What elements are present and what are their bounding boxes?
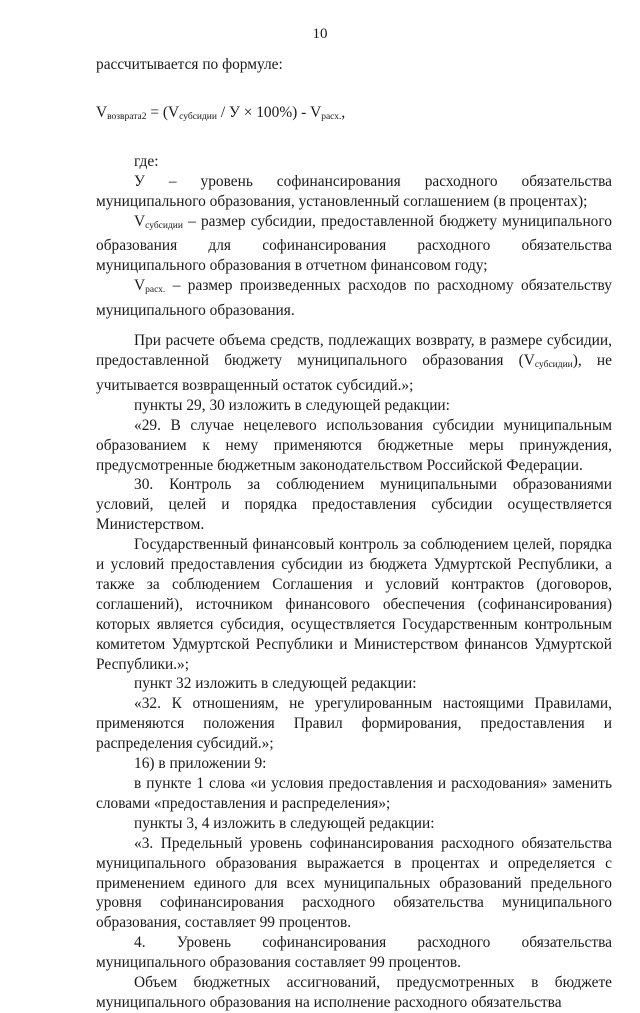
calc-note-sub: субсидии xyxy=(534,359,573,370)
paragraph: «3. Предельный уровень софинансирования расходного обязательства муниципального образования выражается в процентах и определяется с применением единого для всех муниципальных образований предельного уровня софинансирования расходного обязательства муниципального образования, составляет 99 процентов. xyxy=(96,834,612,932)
formula xyxy=(96,103,612,128)
def-v-expense-symbol: V xyxy=(134,277,146,295)
def-v-subsidy-symbol: V xyxy=(134,212,146,230)
def-v-subsidy-sub: субсидии xyxy=(145,220,183,231)
where-label: где: xyxy=(134,152,159,170)
paragraph: Объем бюджетных ассигнований, предусмотренных в бюджете муниципального образования на исполнение расходного обязательства xyxy=(96,974,612,1011)
paragraph: «29. В случае нецелевого использования субсидии муниципальным образованием к нему применяются бюджетные меры принуждения, предусмотренные бюджетным законодательством Российской Федерации. xyxy=(96,416,612,474)
formula-v: V xyxy=(96,103,108,121)
def-u: У – уровень софинансирования расходного обязательства муниципального образования, установленный соглашением (в процентах); xyxy=(96,172,612,210)
calc-note xyxy=(96,331,612,396)
calc-note-before: При расчете объема средств, подлежащих возврату, в размере субсидии, предоставленной бюджету муниципального образования (V xyxy=(96,332,612,369)
formula-end: , xyxy=(341,103,346,121)
paragraph: «32. К отношениям, не урегулированным настоящими Правилами, применяются положения Правил формирования, предоставления и распределения субсидий.»; xyxy=(96,695,612,753)
def-v-expense xyxy=(96,276,612,321)
document-body xyxy=(96,55,612,1013)
def-v-expense-sub: расх. xyxy=(145,285,166,296)
formula-eq-open: = (V xyxy=(146,103,180,121)
page-number: 10 xyxy=(312,26,328,42)
paragraph: пункты 3, 4 изложить в следующей редакции: xyxy=(134,814,435,832)
paragraph: пункт 32 изложить в следующей редакции: xyxy=(134,675,417,693)
formula-middle: / У × 100%) - V xyxy=(216,103,322,121)
paragraph: 30. Контроль за соблюдением муниципальными образованиями условий, целей и порядка предоставления субсидии осуществляется Министерством. xyxy=(96,476,612,534)
paragraph: в пункте 1 слова «и условия предоставления и расходования» заменить словами «предоставления и распределения»; xyxy=(96,775,612,812)
intro-line: рассчитывается по формуле: xyxy=(96,56,283,73)
paragraph: пункты 29, 30 изложить в следующей редакции: xyxy=(134,396,450,414)
paragraph: Государственный финансовый контроль за соблюдением целей, порядка и условий предоставления субсидии из бюджета Удмуртской Республики, а также за соблюдением Соглашения и условий контрактов (договоров, соглашений), источником финансового обеспечения (софинансирования) которых является субсидия, осуществляется Государственным контрольным комитетом Удмуртской Республики и Министерством финансов Удмуртской Республики.»; xyxy=(96,536,612,673)
paragraph: 4. Уровень софинансирования расходного обязательства муниципального образования составляет 99 процентов. xyxy=(96,934,612,972)
calc-note-after: ), не учитывается возвращенный остаток субсидий.»; xyxy=(96,351,612,394)
def-v-subsidy xyxy=(96,212,612,277)
formula-subsidy-sub: субсидии xyxy=(179,111,217,122)
def-v-expense-text: – размер произведенных расходов по расходному обязательству муниципального образования. xyxy=(96,277,612,320)
paragraph: 16) в приложении 9: xyxy=(134,755,267,773)
formula-v-sub: возврата2 xyxy=(107,111,147,122)
def-v-subsidy-text: – размер субсидии, предоставленной бюджету муниципального образования для софинансирования расходного обязательства муниципального образования в отчетном финансовом году; xyxy=(96,212,612,275)
formula-expense-sub: расх. xyxy=(321,111,342,122)
